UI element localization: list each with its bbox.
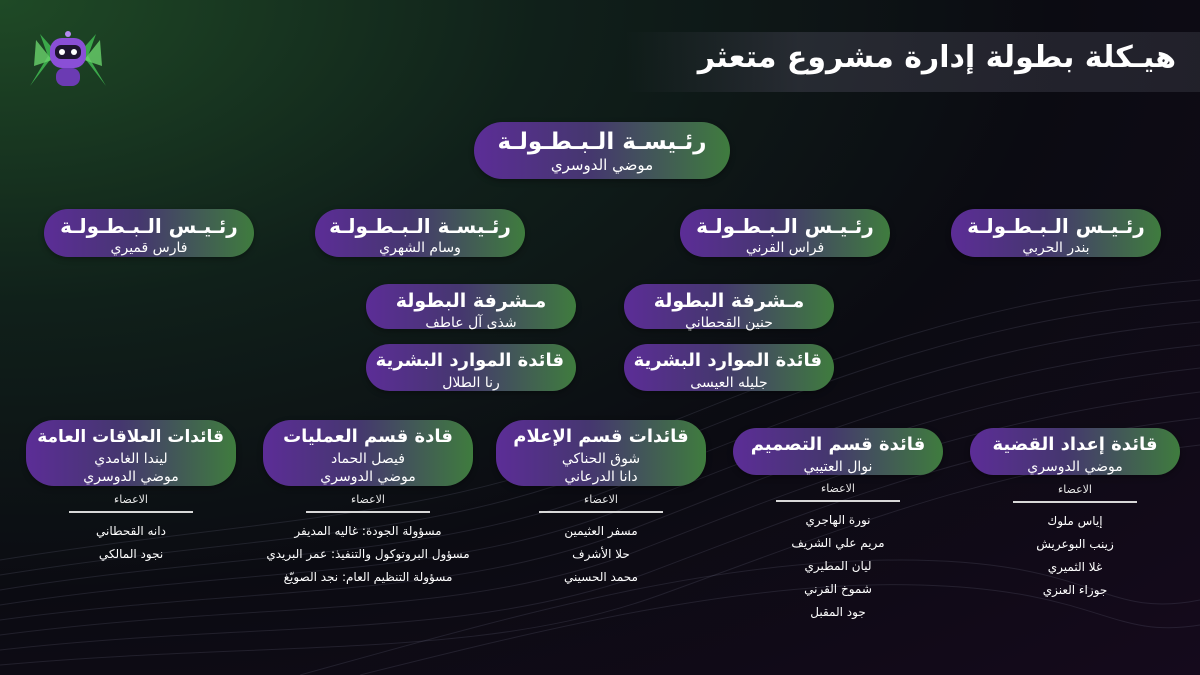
supervisor-role: مـشرفة البطولة: [653, 290, 805, 312]
member-item: مسؤولة التنظيم العام: نجد الصويّغ: [283, 570, 453, 584]
member-item: نورة الهاجري: [805, 513, 871, 527]
hr-leader-role: قائدة الموارد البشرية: [633, 350, 822, 371]
department-leader-name: نوال العتيبي: [803, 459, 873, 475]
member-item: غلا الثميري: [1047, 560, 1103, 574]
member-item: مسؤولة الجودة: غاليه المديفر: [294, 524, 442, 538]
department-leader-box: [263, 420, 473, 486]
department-role: قائدة قسم التصميم: [750, 434, 926, 455]
supervisor-role: مـشرفة البطولة: [395, 290, 547, 312]
head-box: [951, 209, 1161, 257]
hr-leader-name: جليله العيسى: [690, 375, 768, 391]
members-heading: الاعضاء: [584, 493, 618, 506]
head-name: فراس القرني: [745, 240, 825, 256]
department-leader-name: موضي الدوسري: [83, 469, 179, 485]
member-item: زينب البوعريش: [1036, 537, 1114, 551]
chief-role: رئـيسـة الـبـطـولـة: [497, 129, 707, 155]
hr-leader-role: قائدة الموارد البشرية: [375, 350, 564, 371]
hr-leader-box: [366, 344, 576, 391]
members-divider: [306, 511, 430, 513]
members-heading: الاعضاء: [821, 482, 855, 495]
head-role: رئـيسـة الـبـطـولـة: [329, 214, 511, 238]
title-bar: [626, 32, 1200, 92]
member-item: إياس ملوك: [1047, 514, 1103, 528]
head-role: رئـيـس الـبـطـولـة: [60, 214, 238, 238]
member-item: محمد الحسيني: [564, 570, 638, 584]
department-leader-name: فيصل الحماد: [331, 451, 405, 467]
head-box: [680, 209, 890, 257]
members-divider: [539, 511, 663, 513]
member-item: نجود المالكي: [98, 547, 164, 561]
members-list: [1000, 482, 1150, 602]
robot-logo-icon: [26, 26, 110, 92]
department-role: قادة قسم العمليات: [283, 426, 453, 447]
head-box: [44, 209, 254, 257]
department-leader-name: دانا الدرعاني: [564, 469, 638, 485]
head-name: بندر الحربي: [1022, 240, 1090, 256]
supervisor-box: [624, 284, 834, 329]
department-role: قائدات العلاقات العامة: [37, 427, 224, 447]
member-item: مريم علي الشريف: [791, 536, 885, 550]
members-heading: الاعضاء: [351, 493, 385, 506]
chief-box: [474, 122, 730, 179]
member-item: دانه القحطاني: [96, 524, 166, 538]
hr-leader-name: رنا الطلال: [442, 375, 500, 391]
member-item: جوزاء العنزي: [1042, 583, 1108, 597]
supervisor-name: حنين القحطاني: [685, 315, 773, 331]
members-list: [763, 481, 913, 624]
supervisor-name: شذى آل عاطف: [425, 315, 517, 331]
department-leader-box: [26, 420, 236, 486]
department-leader-name: موضي الدوسري: [1027, 459, 1123, 475]
department-leader-box: [496, 420, 706, 486]
department-role: قائدة إعداد القضية: [992, 434, 1158, 455]
head-role: رئـيـس الـبـطـولـة: [967, 214, 1145, 238]
member-item: حلا الأشرف: [572, 547, 630, 561]
department-leader-box: [733, 428, 943, 475]
member-item: شموخ القرني: [804, 582, 872, 596]
members-heading: الاعضاء: [114, 493, 148, 506]
department-leader-box: [970, 428, 1180, 475]
chief-name: موضي الدوسري: [550, 156, 654, 174]
hr-leader-box: [624, 344, 834, 391]
members-list: [521, 492, 681, 589]
page-title: هيـكلة بطولة إدارة مشروع متعثر: [697, 40, 1176, 75]
members-divider: [1013, 501, 1137, 503]
department-leader-name: ليندا الغامدي: [94, 451, 168, 467]
members-divider: [776, 500, 900, 502]
member-item: جود المقبل: [810, 605, 866, 619]
members-list: [258, 492, 478, 589]
department-leader-name: موضي الدوسري: [320, 469, 416, 485]
head-role: رئـيـس الـبـطـولـة: [696, 214, 874, 238]
member-item: مسفر العثيمين: [564, 524, 638, 538]
supervisor-box: [366, 284, 576, 329]
head-name: فارس قميري: [110, 240, 188, 256]
department-leader-name: شوق الحناكي: [561, 451, 641, 467]
member-item: مسؤول البروتوكول والتنفيذ: عمر البريدي: [266, 547, 470, 561]
member-item: ليان المطيري: [804, 559, 872, 573]
head-box: [315, 209, 525, 257]
members-heading: الاعضاء: [1058, 483, 1092, 496]
members-list: [56, 492, 206, 566]
department-role: قائدات قسم الإعلام: [513, 426, 689, 447]
members-divider: [69, 511, 193, 513]
head-name: وسام الشهري: [379, 240, 461, 256]
